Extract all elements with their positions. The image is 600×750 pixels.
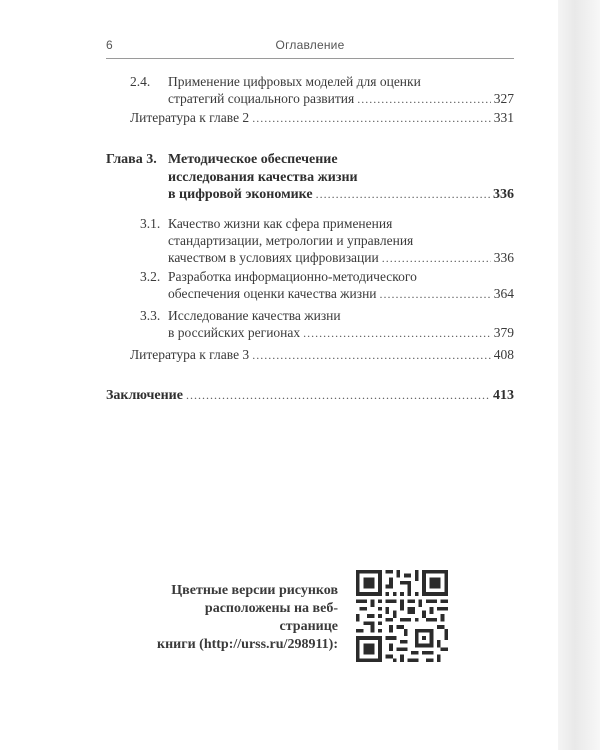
leader-dots bbox=[380, 286, 491, 303]
chapter-label: Глава 3. bbox=[106, 152, 157, 167]
leader-dots bbox=[303, 325, 491, 342]
leader-dots bbox=[252, 110, 491, 127]
color-figures-note bbox=[148, 582, 338, 654]
section-title-line: Качество жизни как сфера применения bbox=[168, 216, 393, 231]
section-number: 3.1. bbox=[140, 216, 161, 231]
page-ref: 408 bbox=[493, 347, 514, 362]
chapter-title-line: исследования качества жизни bbox=[168, 169, 358, 185]
entry-title: Заключение bbox=[106, 388, 183, 403]
section-title-line: стратегий социального развития bbox=[168, 91, 355, 106]
page-ref: 336 bbox=[493, 187, 514, 202]
note-line: расположены на веб-странице bbox=[204, 601, 338, 634]
running-title: Оглавление bbox=[275, 38, 345, 52]
entry-title: Литература к главе 3 bbox=[130, 347, 250, 362]
chapter-title-line: в цифровой экономике bbox=[168, 187, 313, 202]
leader-dots bbox=[382, 250, 491, 267]
header-rule bbox=[106, 58, 514, 59]
section-number: 2.4. bbox=[130, 74, 151, 89]
qr-code-icon[interactable] bbox=[356, 570, 448, 662]
leader-dots bbox=[252, 347, 491, 364]
section-title-line: в российских регионах bbox=[168, 325, 301, 340]
page-number: 6 bbox=[106, 38, 113, 52]
chapter-title-line: Методическое обеспечение bbox=[168, 152, 338, 167]
page-ref: 364 bbox=[493, 286, 514, 301]
section-title-line: обеспечения оценки качества жизни bbox=[168, 286, 377, 301]
section-title-line: Исследование качества жизни bbox=[168, 308, 341, 323]
running-head bbox=[106, 38, 514, 56]
section-title-line: Применение цифровых моделей для оценки bbox=[168, 74, 421, 89]
leader-dots bbox=[316, 186, 490, 204]
page-ref: 327 bbox=[493, 91, 514, 106]
note-line: Цветные версии рисунков bbox=[171, 583, 338, 598]
leader-dots bbox=[357, 91, 491, 108]
section-title-line: качеством в условиях цифровизации bbox=[168, 250, 379, 265]
page-edge-shadow bbox=[558, 0, 600, 750]
page-ref: 331 bbox=[493, 110, 514, 125]
page-ref: 413 bbox=[493, 388, 514, 403]
page-ref: 379 bbox=[493, 325, 514, 340]
section-number: 3.2. bbox=[140, 269, 161, 284]
leader-dots bbox=[186, 387, 490, 405]
section-title-line: стандартизации, метрологии и управления bbox=[168, 233, 414, 248]
entry-title: Литература к главе 2 bbox=[130, 110, 250, 125]
section-number: 3.3. bbox=[140, 308, 161, 323]
page-ref: 336 bbox=[493, 250, 514, 265]
note-line: книги (http://urss.ru/298911): bbox=[157, 637, 338, 652]
section-title-line: Разработка информационно-методического bbox=[168, 269, 417, 284]
